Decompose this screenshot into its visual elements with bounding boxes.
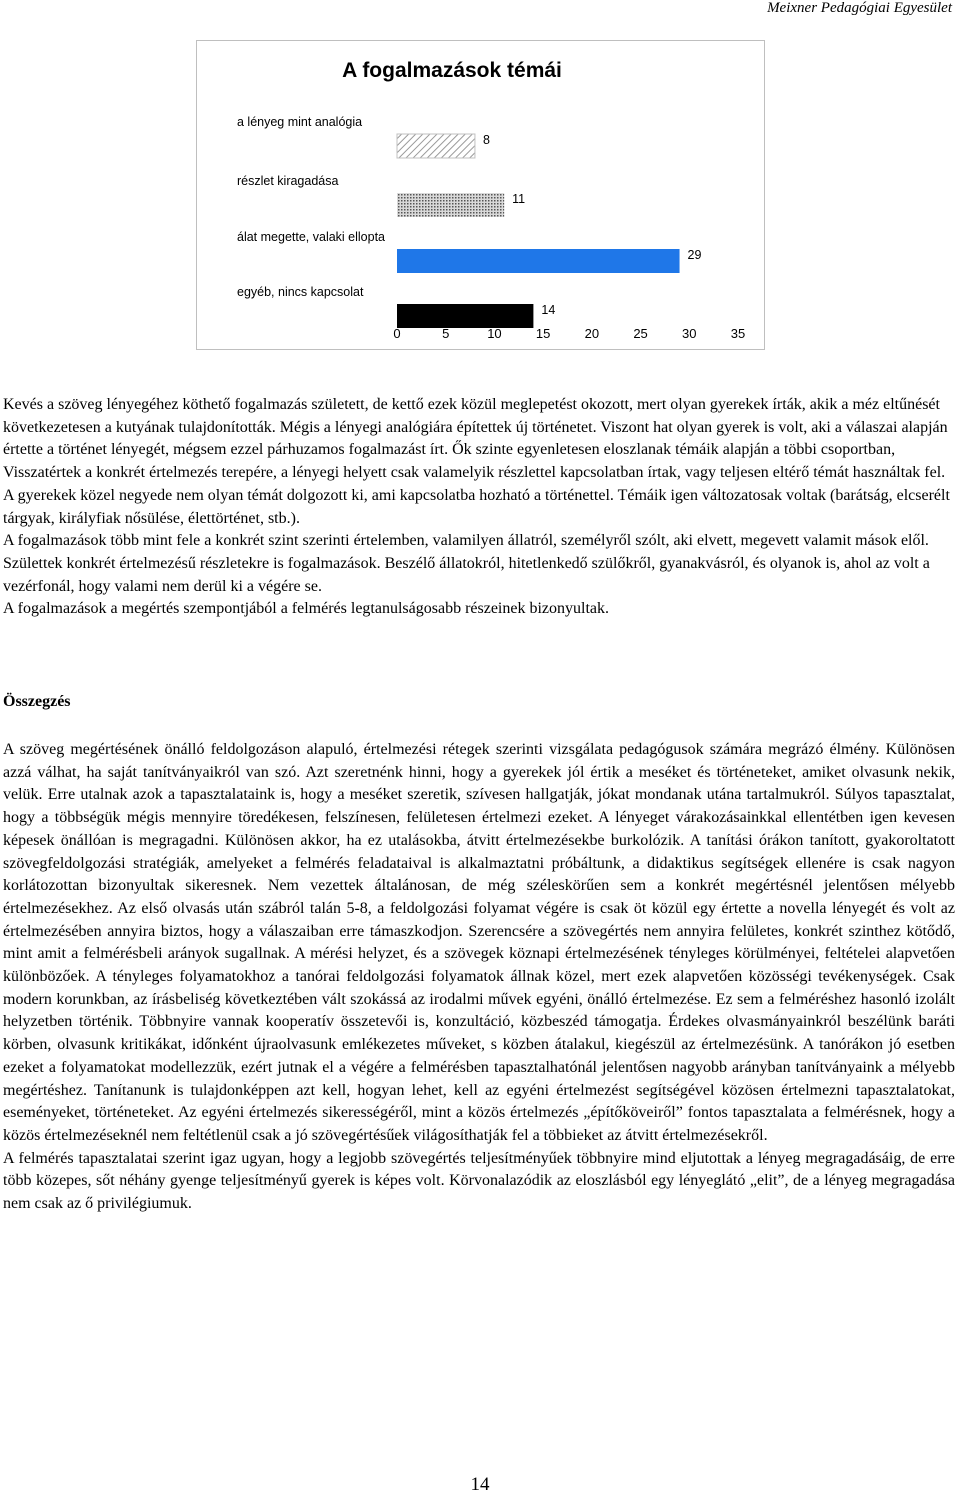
category-label: a lényeg mint analógia [237, 115, 363, 129]
section-1-text [3, 394, 955, 621]
paragraph: A gyerekek közel negyede nem olyan témát dolgozott ki, ami kapcsolatba hozható a történettel. Témáik igen változatosak voltak (barátság, elcserélt tárgyak, királyfiak nősülése, élettörténet, stb.). [3, 486, 950, 527]
x-tick-label: 0 [393, 326, 401, 341]
category-label: álat megette, valaki ellopta [237, 230, 386, 244]
header-organization: Meixner Pedagógiai Egyesület [767, 0, 952, 16]
paragraph: Kevés a szöveg lényegéhez köthető fogalmazás született, de kettő ezek közül meglepetést okozott, mert olyan gyerekek írták, akik a méz eltűnését következetesen a kutyának tulajdonították. Mégis a lényegi analógiára építettek új történetet. Viszont hat olyan gyerek is volt, aki a válaszai alapján értette a történet lényegét, mégsem ezzel párhuzamos fogalmazást írt. Ők szinte egyenletesen eloszlanak témáik alapján a többi csoportban, Visszatértek a konkrét értelmezés terepére, a lényegi helyett csak valamelyik részlettel kapcsolatban írtak, vagy teljesen eltérő témát használtak fel. [3, 396, 948, 482]
chart-svg [197, 41, 764, 349]
bar [397, 304, 533, 328]
x-tick-label: 20 [584, 326, 600, 341]
bar [397, 249, 680, 273]
x-tick-label: 30 [682, 326, 697, 341]
paragraph: A felmérés tapasztalatai szerint igaz ugyan, hogy a legjobb szövegértés teljesítményűek többnyire mind eljutottak a lényeg megragadásáig, de erre több közepes, sőt néhány gyenge teljesítményű gyerek is képes volt. Körvonalazódik az eloszlásból egy lényeglátó „elit”, de a lényeg megragadása nem csak az ő privilégiumuk. [3, 1149, 955, 1213]
category-label: egyéb, nincs kapcsolat [237, 285, 364, 299]
value-label: 11 [512, 192, 526, 206]
x-tick-label: 15 [535, 326, 551, 341]
chart-title: A fogalmazások témái [342, 59, 562, 82]
page-number: 14 [470, 1474, 490, 1495]
value-label: 14 [541, 303, 556, 317]
x-tick-label: 10 [487, 326, 502, 341]
value-label: 8 [482, 133, 490, 147]
paragraph: A fogalmazások több mint fele a konkrét szint szerinti értelemben, valamilyen állatról, személyről szólt, aki elvett, megevett valamit mások elől. [3, 532, 929, 550]
paragraph: A fogalmazások a megértés szempontjából a felmérés legtanulságosabb részeinek bizonyultak. [3, 600, 610, 618]
paragraph: Születtek konkrét értelmezésű részletekre is fogalmazások. Beszélő állatokról, hitetlenkedő szülőkről, gyanakvásról, és olyanok is, ahol az volt a vezérfonál, hogy valami nem derül ki a végére se. [3, 554, 930, 595]
category-label: részlet kiragadása [237, 174, 339, 188]
x-tick-label: 25 [633, 326, 648, 341]
section-heading: Összegzés [3, 693, 71, 710]
x-tick-label: 35 [730, 326, 746, 341]
value-label: 29 [687, 248, 702, 262]
summary-text [3, 739, 955, 1216]
paragraph: A szöveg megértésének önálló feldolgozáson alapuló, értelmezési rétegek szerinti vizsgálata pedagógusok számára megrázó élmény. Különösen azzá válhat, ha saját tanítványaikról van szó. Azt szeretnénk hinni, hogy a gyerekek jól értik a meséket és történeteket, amiket olvasunk nekik, velük. Erre utalnak azok a tapasztalataink is, hogy a meséket szeretik, szívesen hallgatják, jókat mondanak utána tartalmukról. Súlyos tapasztalat, hogy a többségük mégis mennyire töredékesen, felszínesen, felületesen értelmezi ezeket. A lényeget várakozásainkkal ellentétben igen kevesen képesek önállóan is megragadni. Különösen akkor, ha ez utalásokba, átvitt értelmezésekbe burkolózik. A tanítási órákon tanított, gyakoroltatott szövegfeldolgozási stratégiák, amelyeket a felmérés feladataival is alkalmaztatni próbáltunk, a didaktikus segítségek ellenére is csak nagyon korlátozottan bizonyultak sikeresnek. Nem vezettek általánosan, de még széleskörűen sem a konkrét megértésnél jelentősen mélyebb értelmezésekhez. Az első olvasás után szábról talán 5-8, a feldolgozási folyamat végére is csak öt közül egy értette a novella lényegét és volt az értelmezésében annyira biztos, hogy a válaszaiban erre támaszkodjon. Szerencsére a szövegértés nem annyira felületes, konkrét szinthez kötődő, mint amit a felmérésbeli arányok sugallnak. A mérési helyzet, és a szövegek köznapi értelmezésének tényleges körülményei, feltételei alapvetően különbözőek. A tényleges folyamatokhoz a tanórai feldolgozási folyamatok állnak közel, mert ezek alapvetően közösségi tevékenységek. Csak modern korunkban, az írásbeliség következtében vált szokássá az irodalmi művek egyéni, önálló értelmezése. Ez sem a felméréshez hasonló izolált helyzetben történik. Többnyire vannak kooperatív összetevői is, konzultáció, közbeszéd támogatja. Érdekes olvasmányainkról beszélünk baráti körben, olvasunk kritikákat, időnként újraolvasunk emlékezetes műveket, s közben átalakul, kiegészül az értelmezésünk. A tanórákon jó esetben ezeket a folyamatokat modellezzük, ezért jutnak el a végére a felmérésben tapasztalhatónál jelentősen nagyobb arányban tanítványaink a mélyebb megértéshez. Tanítanunk is tulajdonképpen azt kell, hogyan lehet, kell az egyéni értelmezést segítségével közösen értelmezni tapasztalatokat, eseményeket, történeteket. Az egyéni értelmezés sikerességéről, mint a közös értelmezés „építőköveiről” fontos tapasztalata a felmérésnek, hogy a közös értelmezéseknél nem feltétlenül csak a jó szövegértésűek világosíthatják fel a többieket az átvitt értelmezésekről. [3, 741, 955, 1144]
bar-chart [196, 40, 765, 350]
bar [397, 134, 475, 158]
x-tick-label: 5 [442, 326, 450, 341]
bar [397, 193, 504, 217]
